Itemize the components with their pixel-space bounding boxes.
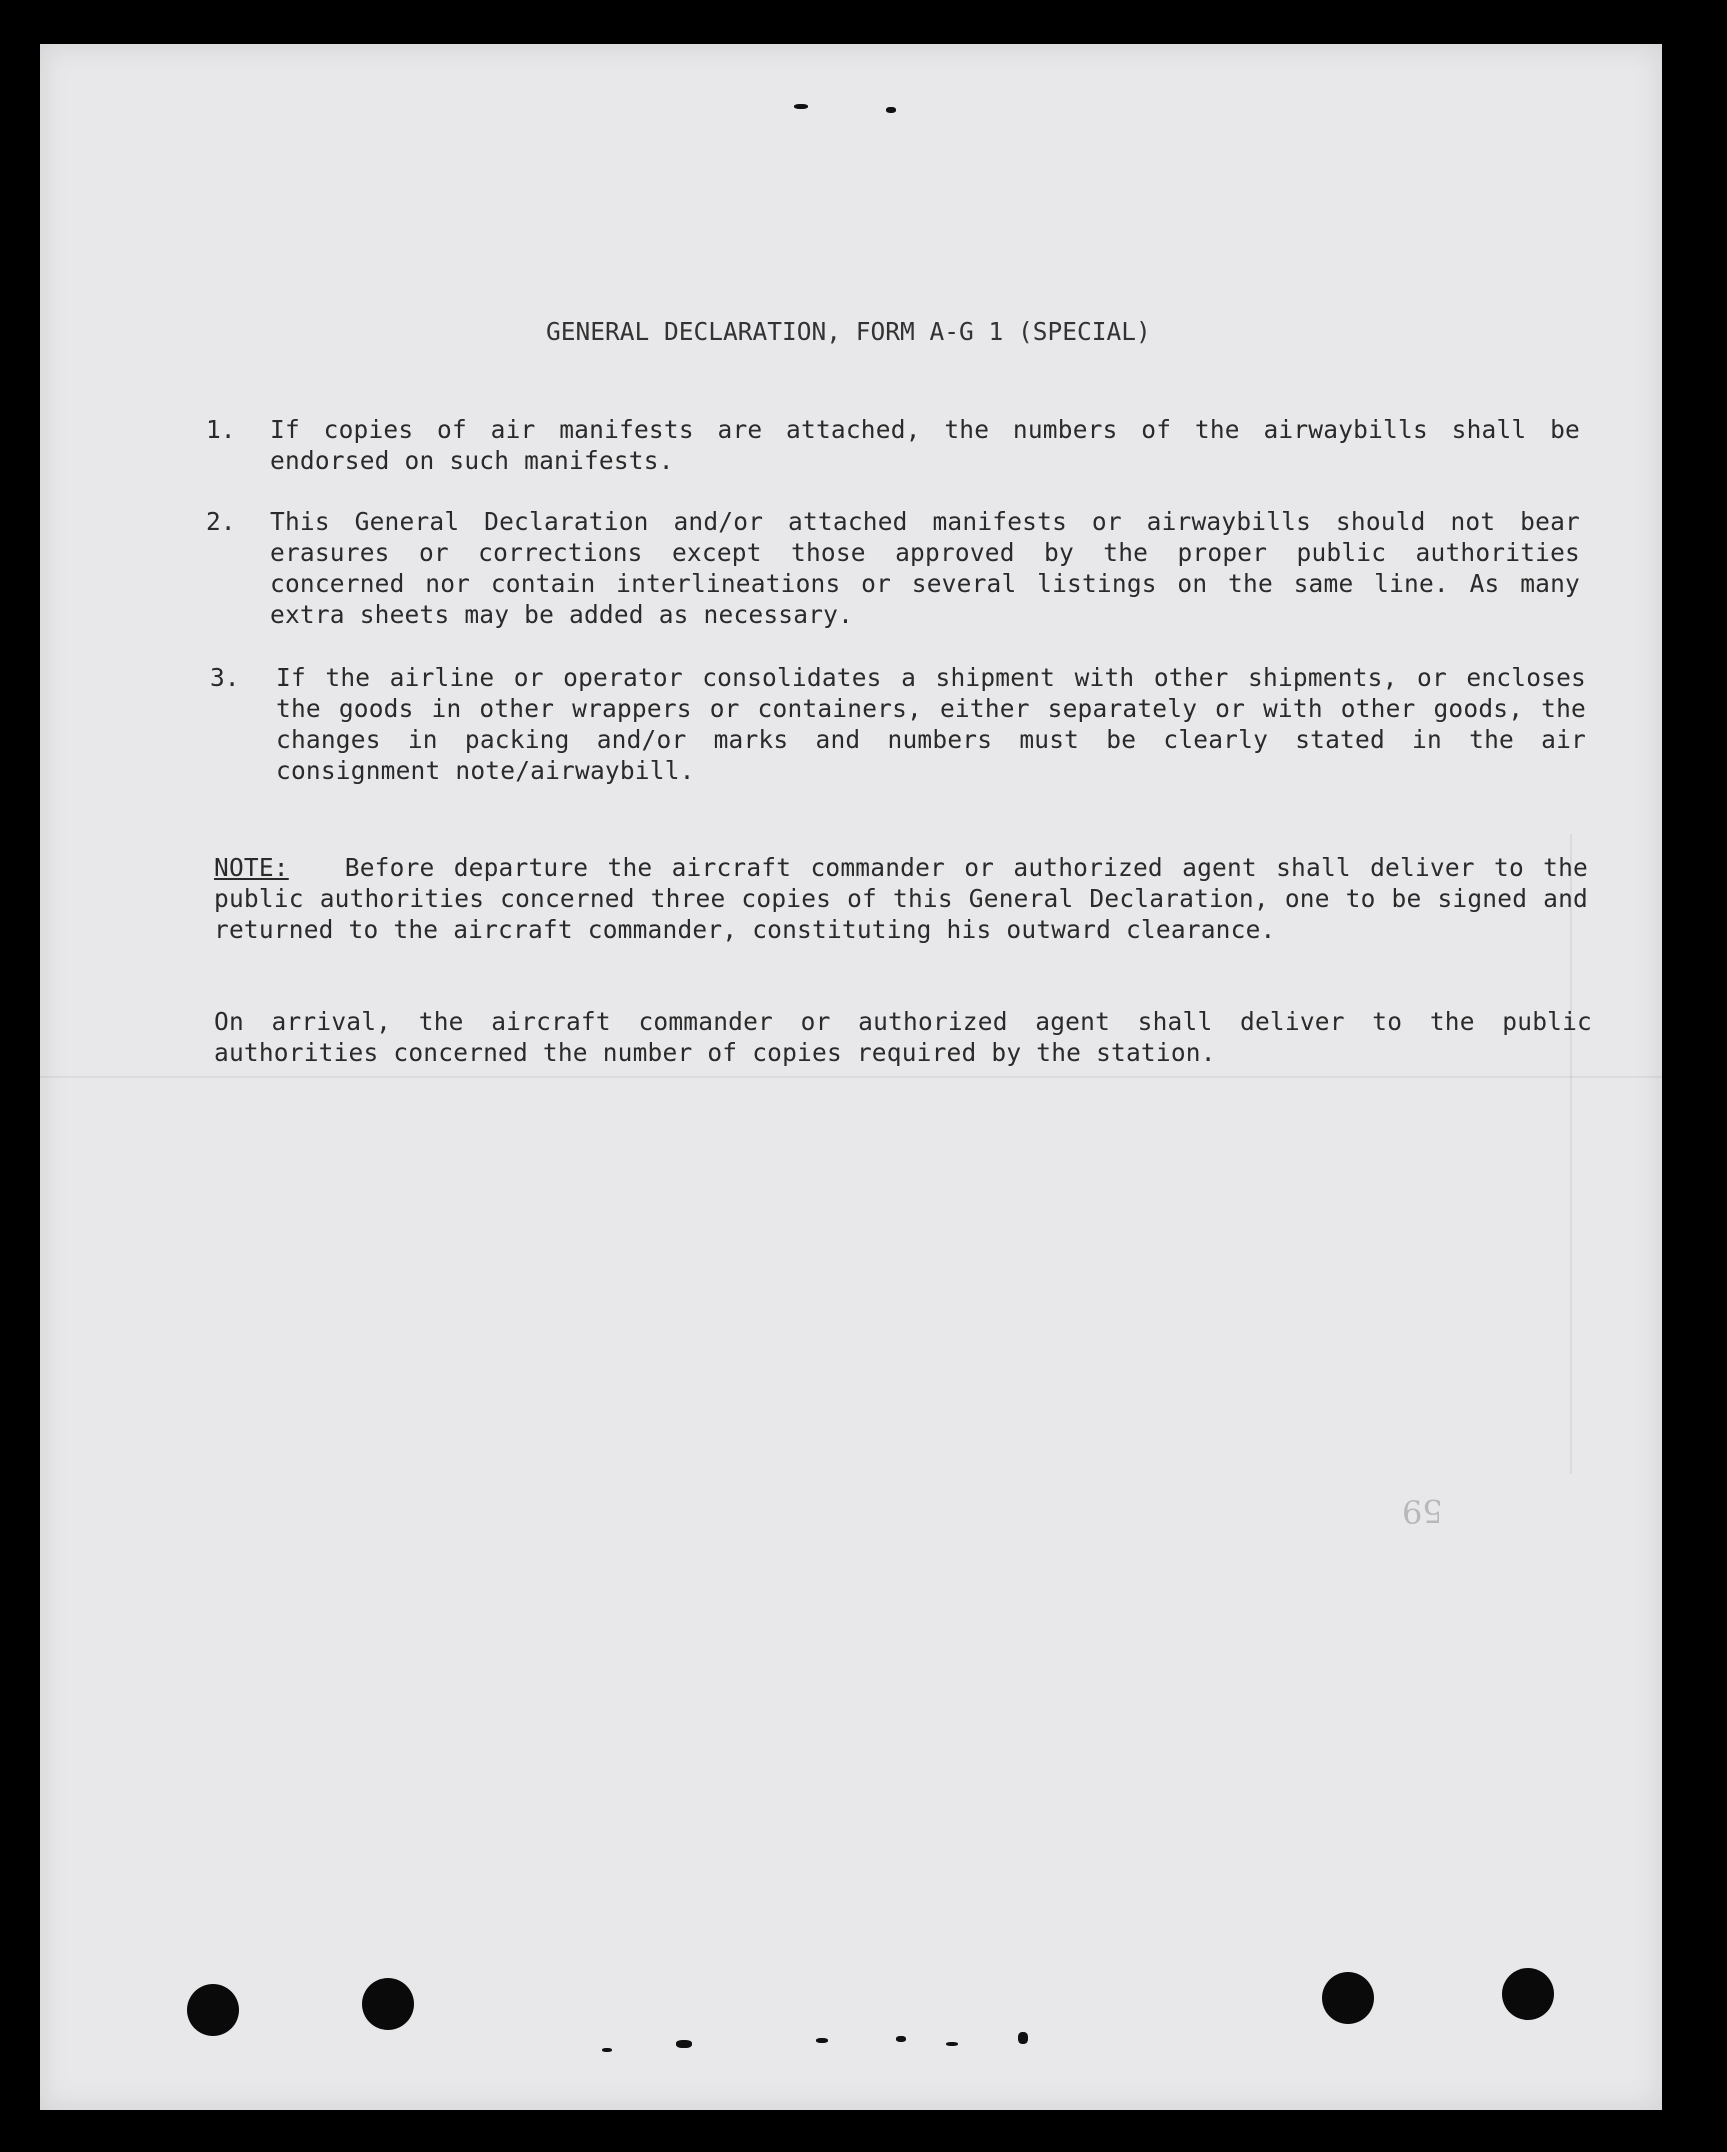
punch-hole bbox=[1322, 1972, 1374, 2024]
ink-speck bbox=[602, 2048, 612, 2052]
note-paragraph bbox=[214, 852, 1588, 945]
paper-sheet bbox=[40, 44, 1662, 2110]
ink-speck bbox=[886, 107, 896, 113]
ink-speck bbox=[676, 2040, 692, 2048]
note-label: NOTE: bbox=[214, 853, 289, 882]
item-number: 3. bbox=[210, 663, 240, 692]
item-number: 2. bbox=[206, 507, 236, 536]
show-through-number: 59 bbox=[1402, 1492, 1443, 1530]
item-text: If copies of air manifests are attached, the numbers of the airwaybills shall be endorsed on such manifests. bbox=[270, 415, 1580, 475]
punch-hole bbox=[187, 1984, 239, 2036]
item-text: This General Declaration and/or attached manifests or airwaybills should not bear erasures or corrections except those approved by the proper public authorities concerned nor contain interlineations or several listings on the same line. As many extra sheets may be added as necessary. bbox=[270, 507, 1580, 629]
ink-speck bbox=[794, 104, 808, 109]
note-text: Before departure the aircraft commander or authorized agent shall deliver to the public authorities concerned three copies of this General Declaration, one to be signed and returned to the aircraft commander, constituting his outward clearance. bbox=[214, 853, 1588, 944]
ink-speck bbox=[946, 2042, 958, 2046]
fold-line bbox=[40, 1076, 1662, 1078]
punch-hole bbox=[1502, 1968, 1554, 2020]
arrival-paragraph: On arrival, the aircraft commander or authorized agent shall deliver to the public authorities concerned the number of copies required by the station. bbox=[214, 1007, 1592, 1067]
document-title: GENERAL DECLARATION, FORM A-G 1 (SPECIAL) bbox=[546, 317, 1151, 346]
ink-speck bbox=[896, 2036, 906, 2042]
ink-speck bbox=[816, 2038, 828, 2043]
ink-speck bbox=[1018, 2032, 1028, 2044]
item-text: If the airline or operator consolidates a shipment with other shipments, or encloses the goods in other wrappers or containers, either separately or with other goods, the changes in packing and/or marks and numbers must be clearly stated in the air consignment note/airwaybill. bbox=[276, 663, 1586, 785]
item-number: 1. bbox=[206, 415, 236, 444]
punch-hole bbox=[362, 1978, 414, 2030]
